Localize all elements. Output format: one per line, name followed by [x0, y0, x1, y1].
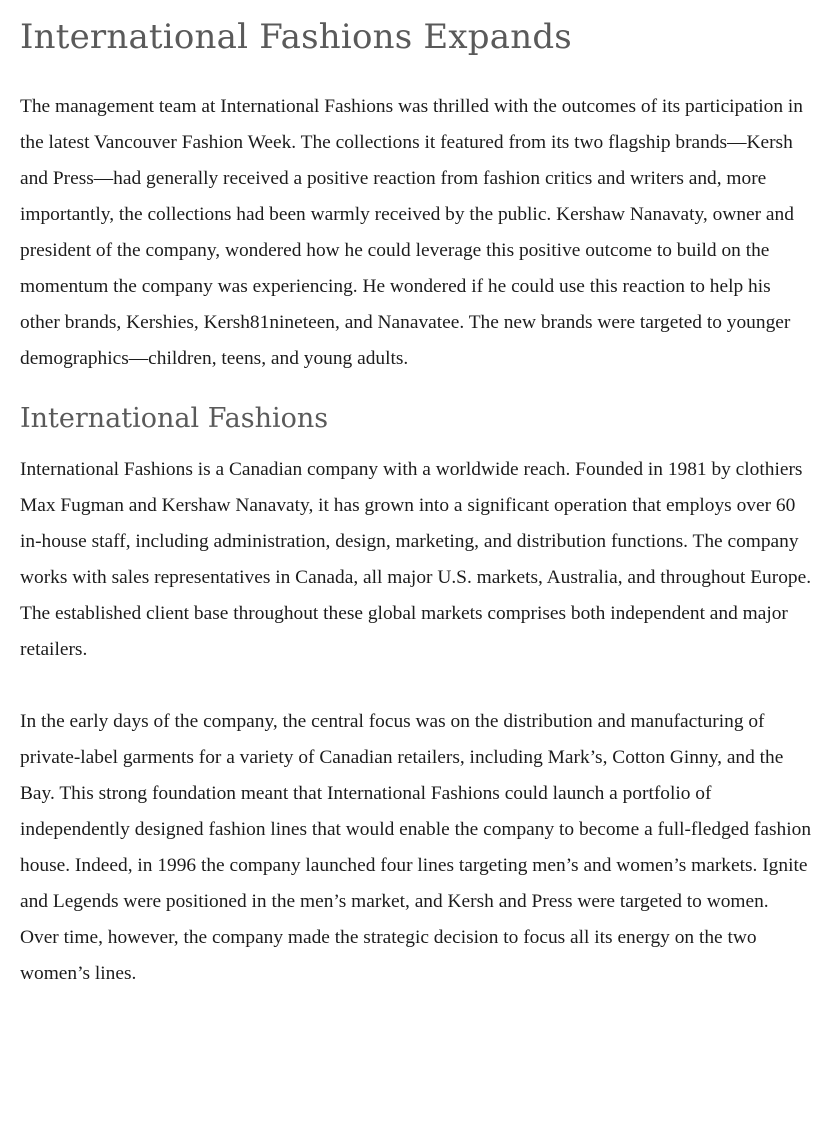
intro-paragraph: The management team at International Fashions was thrilled with the outcomes of its participation in the latest Vancouver Fashion Week. The collections it featured from its two flagship brands—Kersh and Press—had generally received a positive reaction from fashion critics and writers and, more importantly, the collections had been warmly received by the public. Kershaw Nanavaty, owner and president of the company, wondered how he could leverage this positive outcome to build on the momentum the company was experiencing. He wondered if he could use this reaction to help his other brands, Kershies, Kersh81nineteen, and Nanavatee. The new brands were targeted to younger demographics—children, teens, and young adults.: [20, 96, 803, 369]
article-title: International Fashions Expands: [20, 17, 572, 57]
section-paragraph-2: In the early days of the company, the central focus was on the distribution and manufacturing of private-label garments for a variety of Canadian retailers, including Mark’s, Cotton Ginny, and the Bay. This strong foundation meant that International Fashions could launch a portfolio of independently designed fashion lines that would enable the company to become a full-fledged fashion house. Indeed, in 1996 the company launched four lines targeting men’s and women’s markets. Ignite and Legends were positioned in the men’s market, and Kersh and Press were targeted to women. Over time, however, the company made the strategic decision to focus all its energy on the two women’s lines.: [20, 711, 812, 984]
section-heading: International Fashions: [20, 403, 329, 434]
article: [20, 10, 812, 992]
section-paragraph-1: International Fashions is a Canadian company with a worldwide reach. Founded in 1981 by clothiers Max Fugman and Kershaw Nanavaty, it has grown into a significant operation that employs over 60 in-house staff, including administration, design, marketing, and distribution functions. The company works with sales representatives in Canada, all major U.S. markets, Australia, and throughout Europe. The established client base throughout these global markets comprises both independent and major retailers.: [20, 459, 812, 660]
